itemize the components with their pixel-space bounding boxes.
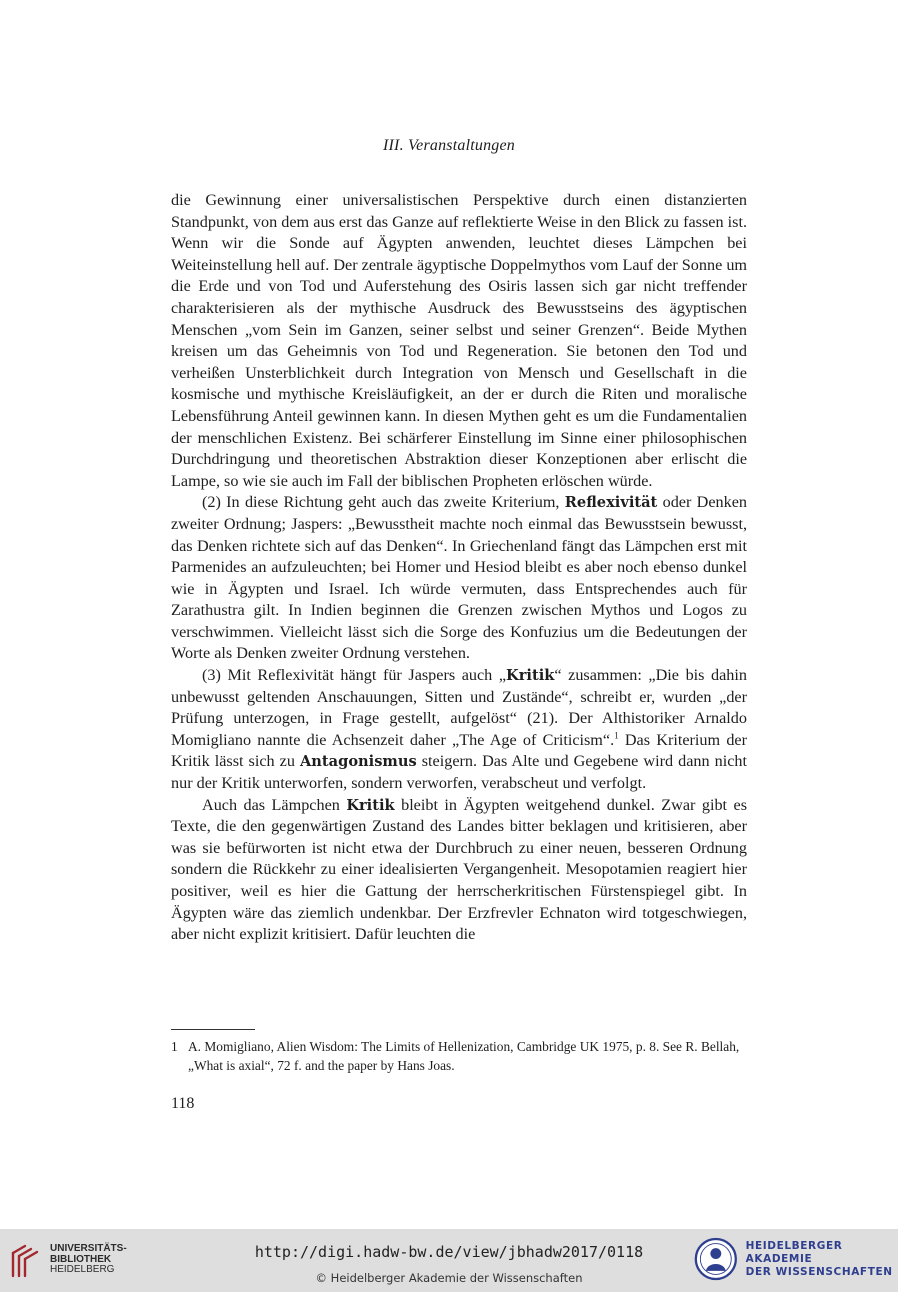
footnote-text: A. Momigliano, Alien Wisdom: The Limits of Hellenization, Cambridge UK 1975, p. 8. See R. Bellah, „What is axial“, 72 f. and the paper by Hans Joas. [188,1039,740,1073]
hadw-logo[interactable] [694,1235,898,1283]
footer-bar [0,1229,898,1292]
paragraph-2 [171,492,747,665]
body-text [171,190,747,946]
paragraph-1: die Gewinnung einer universalistischen Perspektive durch einen distanzierten Standpunkt, von dem aus erst das Ganze auf reflektierte Weise in den Blick zu fassen ist. Wenn wir die Sonde auf Ägypten anwenden, leuchtet dieses Lämpchen bei Weiteinstellung hell auf. Der zentrale ägyptische Doppelmythos vom Lauf der Sonne um die Erde und von Tod und Auferstehung des Osiris lassen sich gar nicht treffender charakterisieren als der mythische Ausdruck des Bewusstseins des ägyptischen Menschen „vom Sein im Ganzen, seiner selbst und seiner Grenzen“. Beide Mythen kreisen um das Geheimnis von Tod und Regeneration. Sie betonen den Tod und verheißen Unsterblichkeit durch Integration von Mensch und Gesellschaft in die kosmische und mythische Kreisläufigkeit, an der er durch die Riten und moralische Lebensführung Anteil gewinnen kann. In diesen Mythen geht es um die Fundamentalien der menschlichen Existenz. Bei schärferer Einstellung im Sinne einer philosophischen Durchdringung und theoretischen Abstraktion dieser Konzeptionen aber erlischt die Lampe, so wie sie auch im Fall der biblischen Propheten erlöschen würde. [171,191,747,490]
paragraph-2-text-b: oder Denken zweiter Ordnung; Jaspers: „Bewusstheit machte noch einmal das Bewusstsein bewusst, das Denken richtete sich auf das Denken“. In Griechenland fängt das Lämpchen erst mit Parmenides an aufzuleuchten; bei Homer und Hesiod bleibt es aber noch ebenso dunkel wie in Ägypten und Israel. Ich würde vermuten, dass Entsprechendes auch für Zarathustra gilt. In Indien beginnen die Grenzen zwischen Mythos und Logos zu verschwimmen. Vielleicht lässt sich die Sorge des Konfuzius um die Bedeutungen der Worte als Denken zweiter Ordnung verstehen. [171,493,747,663]
paragraph-3-text-c: Das Kriterium der Kritik lässt sich zu [171,730,747,771]
permalink-url[interactable]: http://digi.hadw-bw.de/view/jbhadw2017/0118 [254,1243,644,1261]
term-kritik: Kritik [506,667,555,685]
term-reflexivitaet: Reflexivität [564,494,658,512]
page-number: 118 [171,1095,195,1112]
ub-line-1: UNIVERSITÄTS- [50,1243,127,1255]
paragraph-2-text-a: (2) In diese Richtung geht auch das zweite Kriterium, [202,493,560,512]
footnote [171,1037,747,1075]
hadw-logo-text [746,1240,898,1279]
term-antagonismus: Antagonismus [299,753,417,771]
footnote-number: 1 [171,1039,178,1054]
paragraph-3-text-b: “ zusammen: „Die bis dahin unbewusst geltenden Anschauungen, Sitten und Zustände“, schreibt er, wurden „der Prüfung unterzogen, in Frage gestellt, aufgelöst“ (21). Der Althistoriker Arnaldo Momigliano nannte die Achsenzeit daher „The Age of Criticism“. [171,666,747,749]
copyright-notice: © Heidelberger Akademie der Wissenschaften [315,1271,583,1285]
ub-line-2: BIBLIOTHEK [50,1253,112,1265]
paragraph-4 [171,795,747,946]
hadw-line-1: HEIDELBERGER AKADEMIE [745,1239,843,1265]
paragraph-3 [171,665,747,795]
paragraph-4-text-b: bleibt in Ägypten weitgehend dunkel. Zwar gibt es Texte, die den gegenwärtigen Zustand des Landes bitter beklagen und kritisieren, aber was sie befürworten ist nicht etwa der Durchbruch zu einer neuen, besseren Ordnung sondern die Rückkehr zu einer idealisierten Vergangenheit. Mesopotamien reagiert hier positiver, weil es hier die Gattung der herrscherkritischen Fürstenspiegel gibt. In Ägypten wäre das ziemlich undenkbar. Der Erzfrevler Echnaton wird totgeschwiegen, aber nicht explizit kritisiert. Dafür leuchten die [171,795,747,944]
hadw-line-2: DER WISSENSCHAFTEN [745,1265,893,1278]
paragraph-3-text-d: steigern. Das Alte und Gegebene wird dann nicht nur der Kritik unterworfen, sondern verworfen, verabscheut und verfolgt. [171,752,747,793]
hadw-seal-icon [694,1235,738,1283]
ub-line-3: HEIDELBERG [50,1264,115,1276]
footnote-reference[interactable]: 1 [614,730,619,741]
paragraph-3-text-a: (3) Mit Reflexivität hängt für Jaspers auch „ [202,666,507,685]
term-kritik-2: Kritik [346,796,395,814]
footnote-separator [171,1029,255,1030]
running-head: III. Veranstaltungen [383,137,515,154]
paragraph-4-text-a: Auch das Lämpchen [202,795,340,814]
